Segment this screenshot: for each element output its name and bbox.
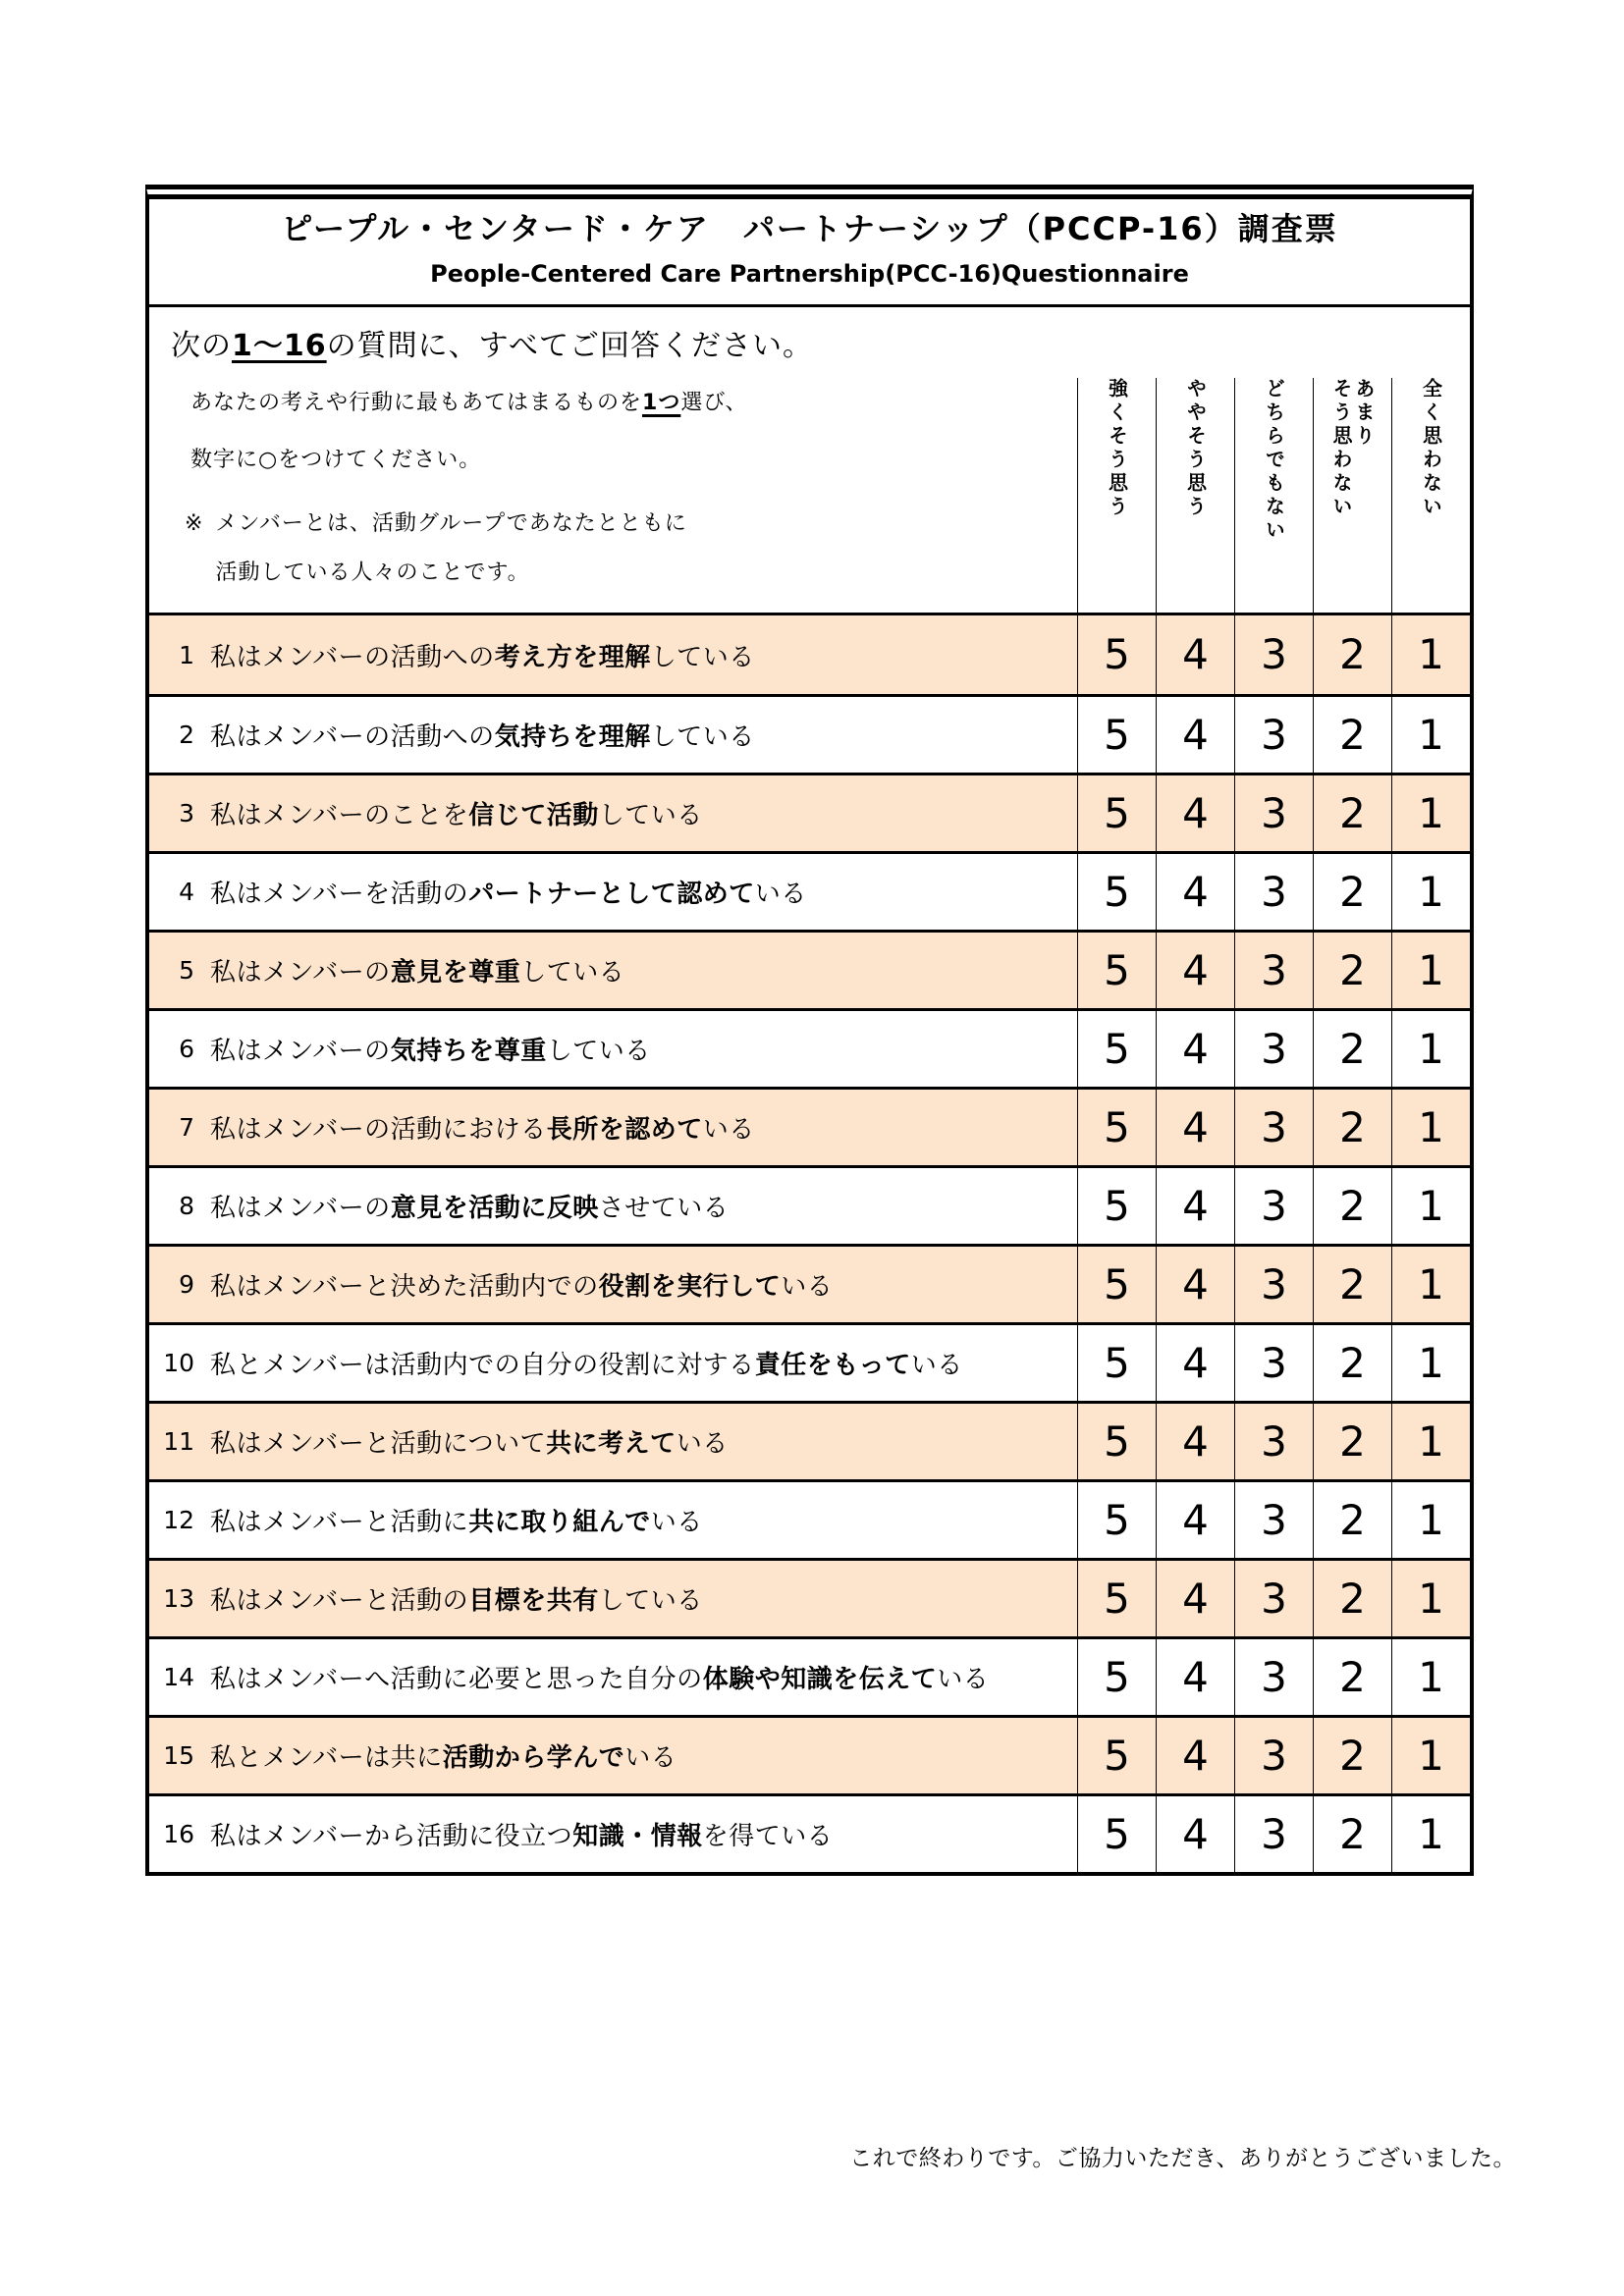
rating-option-4-q1[interactable]: 4 bbox=[1156, 615, 1234, 694]
rating-option-1-q3[interactable]: 1 bbox=[1391, 775, 1470, 851]
rating-option-3-q5[interactable]: 3 bbox=[1234, 933, 1313, 1008]
question-text-cell bbox=[149, 697, 1077, 773]
question-text-pre: 私はメンバーの活動への bbox=[210, 722, 495, 752]
question-text bbox=[210, 874, 807, 910]
question-text-pre: 私はメンバーの活動における bbox=[210, 1115, 547, 1145]
question-row-16 bbox=[149, 1793, 1470, 1872]
question-number: 16 bbox=[163, 1820, 194, 1848]
rating-option-2-q12[interactable]: 2 bbox=[1313, 1482, 1391, 1558]
rating-option-1-q8[interactable]: 1 bbox=[1391, 1168, 1470, 1244]
question-text-cell bbox=[149, 1404, 1077, 1479]
question-text-post: いる bbox=[937, 1665, 990, 1694]
question-text-cell bbox=[149, 615, 1077, 694]
note-marker: ※ bbox=[185, 511, 204, 536]
question-number: 5 bbox=[179, 956, 194, 985]
note-line-1: メンバーとは、活動グループであなたとともに bbox=[215, 511, 687, 536]
scale-header-label: 強くそう思う bbox=[1105, 378, 1129, 519]
rating-option-4-q13[interactable]: 4 bbox=[1156, 1561, 1234, 1636]
note-line-2: 活動している人々のことです。 bbox=[215, 561, 530, 585]
rating-option-2-q14[interactable]: 2 bbox=[1313, 1639, 1391, 1715]
question-text-post: している bbox=[598, 801, 703, 830]
rating-option-1-q13[interactable]: 1 bbox=[1391, 1561, 1470, 1636]
rating-option-5-q5[interactable]: 5 bbox=[1077, 933, 1156, 1008]
rating-option-5-q8[interactable]: 5 bbox=[1077, 1168, 1156, 1244]
rating-option-3-q2[interactable]: 3 bbox=[1234, 697, 1313, 773]
question-text-pre: 私とメンバーは共に bbox=[210, 1743, 443, 1773]
rating-option-1-q11[interactable]: 1 bbox=[1391, 1404, 1470, 1479]
rating-option-3-q1[interactable]: 3 bbox=[1234, 615, 1313, 694]
rating-option-1-q6[interactable]: 1 bbox=[1391, 1011, 1470, 1087]
question-text-cell bbox=[149, 1639, 1077, 1715]
rating-option-1-q14[interactable]: 1 bbox=[1391, 1639, 1470, 1715]
question-text bbox=[210, 1423, 729, 1460]
question-number: 8 bbox=[179, 1192, 194, 1220]
instruction-line2-pre: あなたの考えや行動に最もあてはまるものを bbox=[190, 391, 643, 415]
question-text bbox=[210, 1737, 677, 1774]
question-text-cell bbox=[149, 1561, 1077, 1636]
rating-option-2-q4[interactable]: 2 bbox=[1313, 854, 1391, 930]
closing-message: これで終わりです。ご協力いただき、ありがとうございました。 bbox=[849, 2146, 1516, 2171]
question-row-3 bbox=[149, 773, 1470, 851]
question-text-pre: 私はメンバーを活動の bbox=[210, 880, 469, 909]
member-definition-note bbox=[185, 500, 1077, 598]
questionnaire-table bbox=[145, 185, 1474, 1876]
rating-option-2-q16[interactable]: 2 bbox=[1313, 1796, 1391, 1872]
rating-option-3-q3[interactable]: 3 bbox=[1234, 775, 1313, 851]
rating-option-1-q15[interactable]: 1 bbox=[1391, 1718, 1470, 1793]
title-section bbox=[149, 199, 1470, 307]
question-number: 3 bbox=[179, 799, 194, 828]
instruction-line-3: 数字に○をつけてください。 bbox=[190, 448, 482, 472]
question-text-cell bbox=[149, 1482, 1077, 1558]
instruction-section bbox=[149, 307, 1470, 615]
question-row-9 bbox=[149, 1244, 1470, 1322]
rating-option-5-q2[interactable]: 5 bbox=[1077, 697, 1156, 773]
question-text bbox=[210, 795, 703, 831]
rating-option-1-q10[interactable]: 1 bbox=[1391, 1325, 1470, 1401]
question-text-pre: 私はメンバーの bbox=[210, 958, 391, 988]
question-text-post: している bbox=[598, 1586, 703, 1616]
question-text-pre: 私はメンバーから活動に役立つ bbox=[210, 1822, 573, 1851]
rating-option-4-q8[interactable]: 4 bbox=[1156, 1168, 1234, 1244]
instruction-text bbox=[149, 307, 1077, 613]
question-text-bold: 信じて活動 bbox=[468, 801, 599, 830]
instruction-main-post: の質問に、すべてご回答ください。 bbox=[326, 329, 814, 363]
question-row-13 bbox=[149, 1558, 1470, 1636]
question-text-bold: 共に考えて bbox=[546, 1429, 677, 1459]
question-text-bold: 気持ちを理解 bbox=[494, 722, 651, 752]
question-text bbox=[210, 717, 755, 753]
rating-option-3-q9[interactable]: 3 bbox=[1234, 1247, 1313, 1322]
rating-option-1-q5[interactable]: 1 bbox=[1391, 933, 1470, 1008]
question-text-bold: 役割を実行して bbox=[598, 1272, 782, 1302]
rating-option-3-q15[interactable]: 3 bbox=[1234, 1718, 1313, 1793]
question-text-cell bbox=[149, 933, 1077, 1008]
rating-option-3-q10[interactable]: 3 bbox=[1234, 1325, 1313, 1401]
column-divider bbox=[1077, 378, 1078, 613]
question-number: 9 bbox=[179, 1270, 194, 1299]
question-text-pre: 私はメンバーのことを bbox=[210, 801, 469, 830]
rating-option-5-q9[interactable]: 5 bbox=[1077, 1247, 1156, 1322]
rating-option-4-q12[interactable]: 4 bbox=[1156, 1482, 1234, 1558]
rating-option-1-q16[interactable]: 1 bbox=[1391, 1796, 1470, 1872]
question-text-bold: 目標を共有 bbox=[468, 1586, 599, 1616]
question-text-bold: 気持ちを尊重 bbox=[390, 1037, 547, 1066]
question-text bbox=[210, 637, 755, 673]
question-row-15 bbox=[149, 1715, 1470, 1793]
rating-option-5-q11[interactable]: 5 bbox=[1077, 1404, 1156, 1479]
rating-option-1-q4[interactable]: 1 bbox=[1391, 854, 1470, 930]
question-row-6 bbox=[149, 1008, 1470, 1087]
question-text-cell bbox=[149, 1718, 1077, 1793]
question-text-post: している bbox=[546, 1037, 651, 1066]
question-text-cell bbox=[149, 1168, 1077, 1244]
rating-option-3-q8[interactable]: 3 bbox=[1234, 1168, 1313, 1244]
rating-option-2-q8[interactable]: 2 bbox=[1313, 1168, 1391, 1244]
question-text-pre: 私はメンバーの bbox=[210, 1037, 391, 1066]
rating-option-2-q15[interactable]: 2 bbox=[1313, 1718, 1391, 1793]
rating-option-5-q1[interactable]: 5 bbox=[1077, 615, 1156, 694]
question-number: 13 bbox=[163, 1584, 194, 1613]
rating-option-5-q13[interactable]: 5 bbox=[1077, 1561, 1156, 1636]
rating-option-4-q14[interactable]: 4 bbox=[1156, 1639, 1234, 1715]
question-text-post: している bbox=[520, 958, 625, 988]
question-text bbox=[210, 1345, 963, 1381]
question-text bbox=[210, 1659, 989, 1695]
rating-option-1-q7[interactable]: 1 bbox=[1391, 1090, 1470, 1165]
question-number: 12 bbox=[163, 1506, 194, 1534]
instruction-line2-post: 選び、 bbox=[680, 391, 748, 415]
scale-header-label: どちらでもない bbox=[1262, 378, 1286, 543]
question-text-bold: 意見を尊重 bbox=[390, 958, 521, 988]
rating-option-1-q1[interactable]: 1 bbox=[1391, 615, 1470, 694]
rating-option-5-q10[interactable]: 5 bbox=[1077, 1325, 1156, 1401]
question-text bbox=[210, 1109, 755, 1146]
rating-option-4-q11[interactable]: 4 bbox=[1156, 1404, 1234, 1479]
question-text-post: いる bbox=[650, 1508, 703, 1537]
rating-option-5-q12[interactable]: 5 bbox=[1077, 1482, 1156, 1558]
rating-option-4-q2[interactable]: 4 bbox=[1156, 697, 1234, 773]
question-row-1 bbox=[149, 615, 1470, 694]
rating-option-5-q15[interactable]: 5 bbox=[1077, 1718, 1156, 1793]
question-text-pre: 私はメンバーと活動の bbox=[210, 1586, 469, 1616]
rating-option-2-q7[interactable]: 2 bbox=[1313, 1090, 1391, 1165]
rating-option-4-q7[interactable]: 4 bbox=[1156, 1090, 1234, 1165]
column-divider bbox=[1313, 378, 1314, 613]
scale-header-neither bbox=[1234, 307, 1313, 613]
question-text-pre: 私とメンバーは活動内での自分の役割に対する bbox=[210, 1351, 755, 1380]
rating-option-4-q6[interactable]: 4 bbox=[1156, 1011, 1234, 1087]
scale-header-somewhat-disagree bbox=[1313, 307, 1391, 613]
question-text-cell bbox=[149, 1090, 1077, 1165]
question-text bbox=[210, 952, 624, 988]
question-number: 6 bbox=[179, 1035, 194, 1063]
question-number: 7 bbox=[179, 1113, 194, 1142]
rating-option-4-q15[interactable]: 4 bbox=[1156, 1718, 1234, 1793]
question-text-post: いる bbox=[676, 1429, 729, 1459]
scale-header-strongly-disagree bbox=[1391, 307, 1470, 613]
scale-header-label: ややそう思う bbox=[1183, 378, 1208, 519]
rating-option-3-q12[interactable]: 3 bbox=[1234, 1482, 1313, 1558]
question-text bbox=[210, 1502, 703, 1538]
rating-option-3-q4[interactable]: 3 bbox=[1234, 854, 1313, 930]
rating-option-4-q5[interactable]: 4 bbox=[1156, 933, 1234, 1008]
question-text-cell bbox=[149, 1247, 1077, 1322]
question-text-bold: 体験や知識を伝えて bbox=[702, 1665, 938, 1694]
question-row-2 bbox=[149, 694, 1470, 773]
rating-option-4-q16[interactable]: 4 bbox=[1156, 1796, 1234, 1872]
question-rows bbox=[149, 615, 1470, 1872]
rating-option-4-q3[interactable]: 4 bbox=[1156, 775, 1234, 851]
question-text-post: させている bbox=[598, 1194, 730, 1223]
page-title: ピープル・センタード・ケア パートナーシップ（PCCP-16）調査票 bbox=[281, 210, 1338, 247]
question-number: 4 bbox=[179, 878, 194, 906]
rating-option-4-q10[interactable]: 4 bbox=[1156, 1325, 1234, 1401]
question-text-cell bbox=[149, 1325, 1077, 1401]
question-text-bold: 長所を認めて bbox=[546, 1115, 703, 1145]
question-row-11 bbox=[149, 1401, 1470, 1479]
question-number: 2 bbox=[179, 721, 194, 749]
question-text-post: いる bbox=[781, 1272, 834, 1302]
instruction-line-2 bbox=[190, 386, 1077, 416]
question-text-cell bbox=[149, 1011, 1077, 1087]
question-number: 1 bbox=[179, 640, 194, 669]
instruction-main-emphasis: 1～16 bbox=[232, 329, 327, 363]
scale-headers bbox=[1077, 307, 1470, 613]
question-number: 11 bbox=[163, 1427, 194, 1456]
question-text-pre: 私はメンバーの活動への bbox=[210, 642, 495, 672]
scale-header-strongly-agree bbox=[1077, 307, 1156, 613]
question-row-8 bbox=[149, 1165, 1470, 1244]
question-text-bold: 考え方を理解 bbox=[494, 642, 651, 672]
rating-option-3-q11[interactable]: 3 bbox=[1234, 1404, 1313, 1479]
rating-option-4-q4[interactable]: 4 bbox=[1156, 854, 1234, 930]
question-row-10 bbox=[149, 1322, 1470, 1401]
question-number: 14 bbox=[163, 1663, 194, 1691]
question-text-bold: パートナーとして認めて bbox=[468, 880, 755, 909]
question-text-post: いる bbox=[624, 1743, 677, 1773]
rating-option-5-q7[interactable]: 5 bbox=[1077, 1090, 1156, 1165]
rating-option-2-q2[interactable]: 2 bbox=[1313, 697, 1391, 773]
rating-option-1-q12[interactable]: 1 bbox=[1391, 1482, 1470, 1558]
question-text-pre: 私はメンバーと決めた活動内での bbox=[210, 1272, 599, 1302]
scale-header-label: 全く思わない bbox=[1419, 378, 1443, 519]
question-text bbox=[210, 1816, 833, 1852]
question-text-bold: 共に取り組んで bbox=[468, 1508, 651, 1537]
rating-option-2-q10[interactable]: 2 bbox=[1313, 1325, 1391, 1401]
question-text bbox=[210, 1031, 651, 1067]
question-text-pre: 私はメンバーと活動について bbox=[210, 1429, 547, 1459]
rating-option-5-q3[interactable]: 5 bbox=[1077, 775, 1156, 851]
rating-option-3-q7[interactable]: 3 bbox=[1234, 1090, 1313, 1165]
rating-option-5-q14[interactable]: 5 bbox=[1077, 1639, 1156, 1715]
question-row-7 bbox=[149, 1087, 1470, 1165]
rating-option-2-q5[interactable]: 2 bbox=[1313, 933, 1391, 1008]
page-subtitle: People-Centered Care Partnership(PCC-16)Questionnaire bbox=[430, 260, 1189, 288]
rating-option-5-q6[interactable]: 5 bbox=[1077, 1011, 1156, 1087]
rating-option-2-q1[interactable]: 2 bbox=[1313, 615, 1391, 694]
rating-option-4-q9[interactable]: 4 bbox=[1156, 1247, 1234, 1322]
rating-option-3-q16[interactable]: 3 bbox=[1234, 1796, 1313, 1872]
question-text-cell bbox=[149, 775, 1077, 851]
note-body bbox=[215, 500, 686, 598]
question-number: 15 bbox=[163, 1741, 194, 1770]
instruction-line2-emphasis: 1つ bbox=[642, 391, 681, 415]
question-text-pre: 私はメンバーへ活動に必要と思った自分の bbox=[210, 1665, 703, 1694]
rating-option-2-q11[interactable]: 2 bbox=[1313, 1404, 1391, 1479]
rating-option-5-q16[interactable]: 5 bbox=[1077, 1796, 1156, 1872]
rating-option-1-q9[interactable]: 1 bbox=[1391, 1247, 1470, 1322]
question-text-post: いる bbox=[754, 880, 807, 909]
question-text bbox=[210, 1266, 833, 1303]
question-text bbox=[210, 1580, 703, 1617]
rating-option-5-q4[interactable]: 5 bbox=[1077, 854, 1156, 930]
scale-header-somewhat-agree bbox=[1156, 307, 1234, 613]
question-row-5 bbox=[149, 930, 1470, 1008]
scale-header-label: あまり そう思わない bbox=[1329, 378, 1376, 519]
question-row-4 bbox=[149, 851, 1470, 930]
question-text bbox=[210, 1188, 729, 1224]
column-divider bbox=[1391, 378, 1392, 613]
question-text-post: いる bbox=[702, 1115, 755, 1145]
column-divider bbox=[1234, 378, 1235, 613]
question-text-pre: 私はメンバーと活動に bbox=[210, 1508, 469, 1537]
instruction-main-pre: 次の bbox=[171, 329, 232, 363]
rating-option-2-q9[interactable]: 2 bbox=[1313, 1247, 1391, 1322]
question-text-cell bbox=[149, 1796, 1077, 1872]
rating-option-3-q14[interactable]: 3 bbox=[1234, 1639, 1313, 1715]
rating-option-1-q2[interactable]: 1 bbox=[1391, 697, 1470, 773]
rating-option-3-q13[interactable]: 3 bbox=[1234, 1561, 1313, 1636]
question-number: 10 bbox=[163, 1349, 194, 1377]
rating-option-2-q6[interactable]: 2 bbox=[1313, 1011, 1391, 1087]
question-text-cell bbox=[149, 854, 1077, 930]
rating-option-3-q6[interactable]: 3 bbox=[1234, 1011, 1313, 1087]
question-text-post: している bbox=[650, 642, 755, 672]
rating-option-2-q3[interactable]: 2 bbox=[1313, 775, 1391, 851]
question-text-bold: 活動から学んで bbox=[442, 1743, 625, 1773]
question-text-post: いる bbox=[910, 1351, 963, 1380]
rating-option-2-q13[interactable]: 2 bbox=[1313, 1561, 1391, 1636]
instruction-main-line bbox=[171, 321, 1077, 364]
column-divider bbox=[1156, 378, 1157, 613]
question-row-12 bbox=[149, 1479, 1470, 1558]
question-text-bold: 責任をもって bbox=[754, 1351, 911, 1380]
question-text-bold: 意見を活動に反映 bbox=[390, 1194, 599, 1223]
question-text-pre: 私はメンバーの bbox=[210, 1194, 391, 1223]
question-row-14 bbox=[149, 1636, 1470, 1715]
question-text-bold: 知識・情報 bbox=[572, 1822, 703, 1851]
question-text-post: している bbox=[650, 722, 755, 752]
question-text-post: を得ている bbox=[702, 1822, 834, 1851]
